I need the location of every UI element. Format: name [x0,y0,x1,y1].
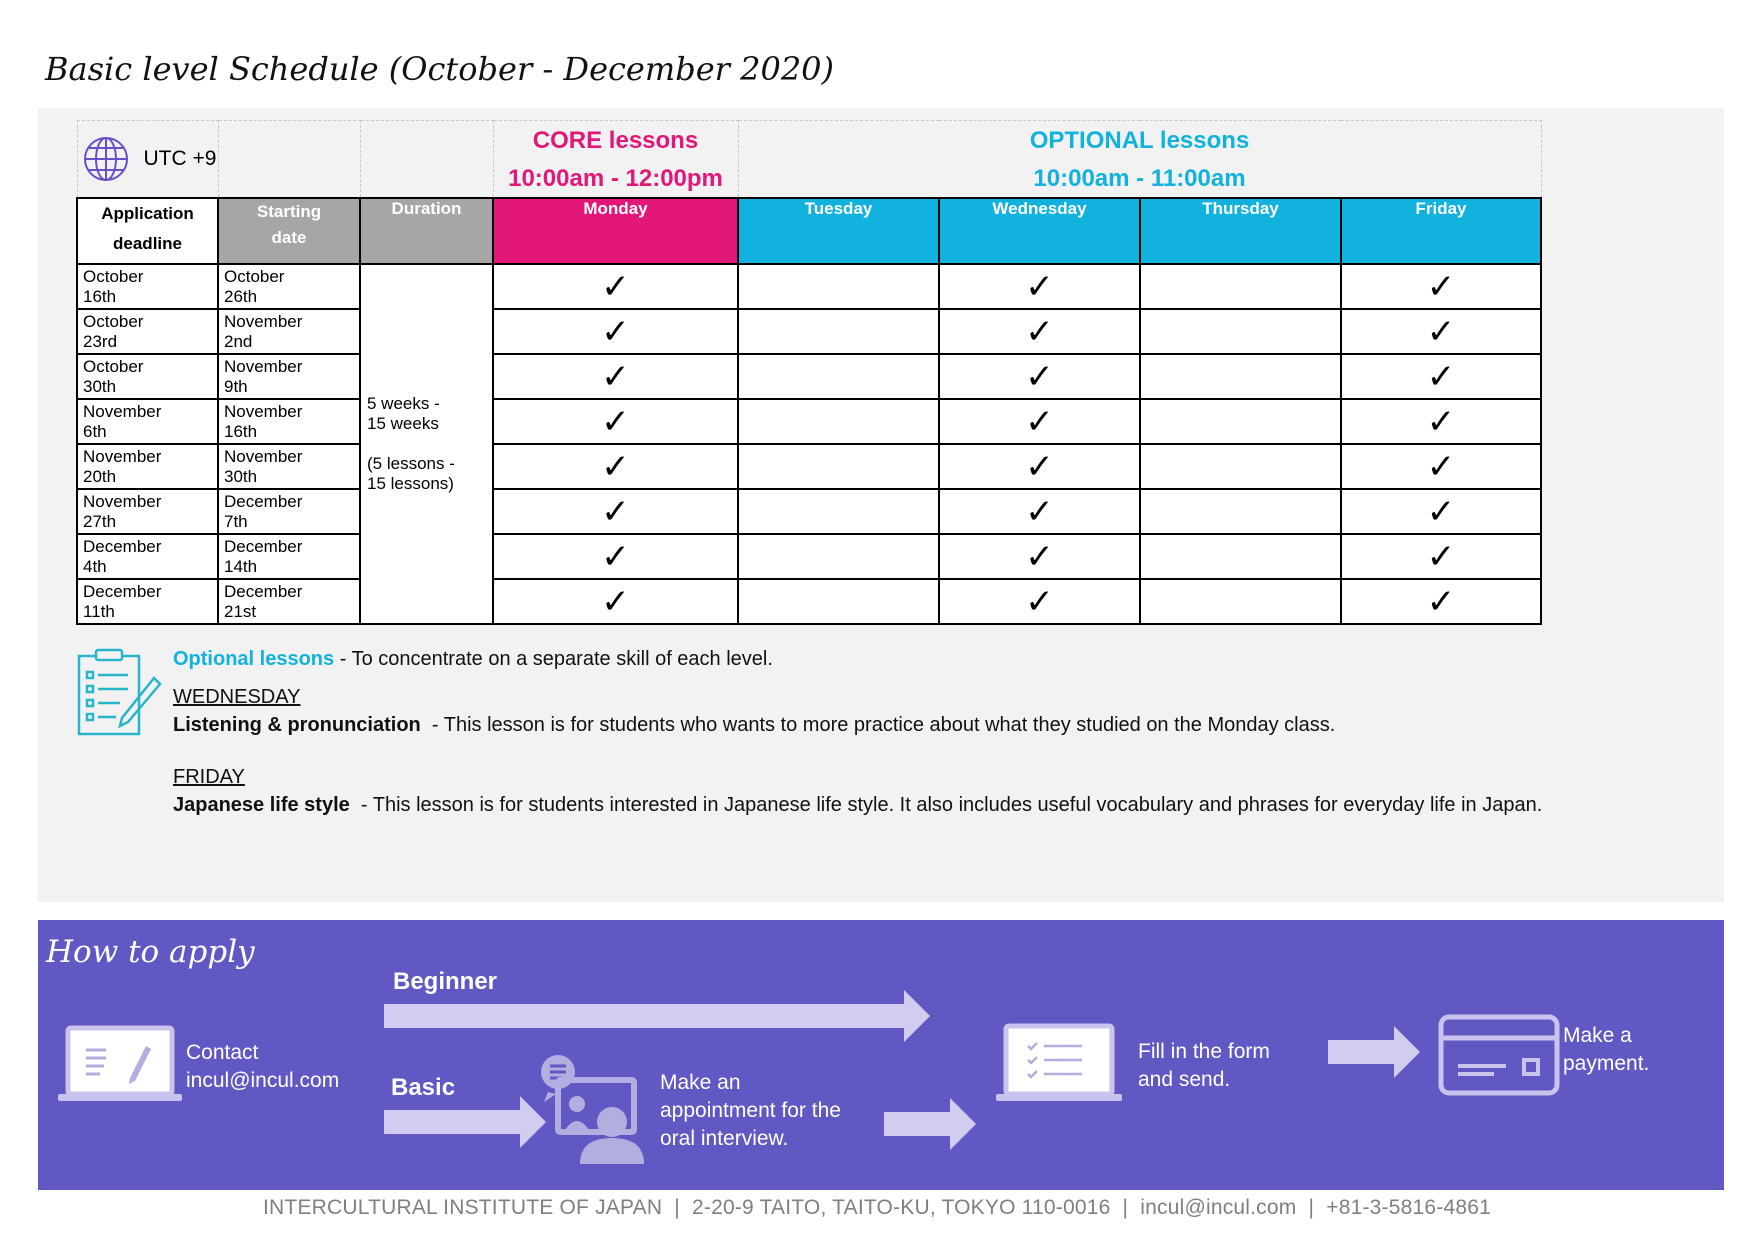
wednesday-check: ✓ [939,309,1140,354]
monday-check: ✓ [493,264,738,309]
deadline-cell: October 16th [77,264,218,309]
thursday-cell [1140,444,1341,489]
payment-line-2: payment. [1563,1052,1650,1075]
wednesday-lesson-desc: - This lesson is for students who wants to more practice about what they studied on the Monday class. [420,714,1336,736]
basic-label: Basic [391,1074,456,1101]
column-tuesday: Tuesday [738,198,939,264]
core-lessons-header [493,121,738,199]
start-cell: November 2nd [218,309,360,354]
contact-label: Contact [186,1041,259,1064]
friday-check: ✓ [1341,534,1541,579]
start-cell: November 30th [218,444,360,489]
friday-lesson-title: Japanese life style [173,794,350,816]
footer-contact: INTERCULTURAL INSTITUTE OF JAPAN | 2-20-9 TAITO, TAITO-KU, TOKYO 110-0016 | incul@incul.com | +81-3-5816-4861 [263,1196,1491,1219]
thursday-cell [1140,579,1341,624]
monday-check: ✓ [493,534,738,579]
thursday-cell [1140,309,1341,354]
how-to-apply-heading: How to apply [46,934,255,970]
wednesday-lesson-title: Listening & pronunciation [173,714,421,736]
tuesday-cell [738,264,939,309]
table-row [77,264,1541,309]
beginner-label: Beginner [393,968,498,995]
core-time: 10:00am - 12:00pm [508,165,723,192]
optional-lessons-label: Optional lessons [173,648,335,670]
interview-line-3: oral interview. [660,1127,789,1150]
column-friday: Friday [1341,198,1541,264]
thursday-cell [1140,489,1341,534]
globe-icon [82,135,130,183]
form-arrow-icon [1328,1026,1420,1078]
table-row [77,534,1541,579]
how-to-apply-banner [38,920,1724,1190]
tuesday-cell [738,579,939,624]
page-title: Basic level Schedule (October - December 2020) [45,50,835,88]
wednesday-check: ✓ [939,579,1140,624]
tuesday-cell [738,444,939,489]
table-row [77,489,1541,534]
wednesday-check: ✓ [939,399,1140,444]
optional-lessons-desc: - To concentrate on a separate skill of each level. [334,648,773,670]
optional-time: 10:00am - 11:00am [1033,165,1246,192]
wednesday-check: ✓ [939,354,1140,399]
column-duration: Duration [360,198,493,264]
friday-check: ✓ [1341,444,1541,489]
tuesday-cell [738,399,939,444]
table-row [77,309,1541,354]
deadline-cell: October 30th [77,354,218,399]
monday-check: ✓ [493,444,738,489]
table-row [77,354,1541,399]
form-line-2: and send. [1138,1068,1231,1091]
friday-lesson-desc: - This lesson is for students interested in Japanese life style. It also includes useful vocabulary and phrases for everyday life in Japan. [349,794,1543,816]
start-cell: November 16th [218,399,360,444]
optional-lessons-header [738,121,1541,199]
basic-arrow-icon [384,1096,546,1148]
monday-check: ✓ [493,354,738,399]
wednesday-check: ✓ [939,534,1140,579]
duration-cell: 5 weeks - 15 weeks (5 lessons - 15 lessons) [360,264,493,624]
start-cell: December 14th [218,534,360,579]
deadline-cell: November 6th [77,399,218,444]
clipboard-icon [76,648,162,738]
thursday-cell [1140,354,1341,399]
optional-title: OPTIONAL lessons [1029,127,1250,154]
deadline-cell: October 23rd [77,309,218,354]
thursday-cell [1140,399,1341,444]
column-monday: Monday [493,198,738,264]
form-line-1: Fill in the form [1138,1040,1270,1063]
thursday-cell [1140,264,1341,309]
timezone-label: UTC +9 [143,147,217,170]
start-cell: November 9th [218,354,360,399]
deadline-cell: December 11th [77,579,218,624]
beginner-arrow-icon [384,990,930,1042]
laptop-document-icon [58,1024,182,1106]
contact-email[interactable]: incul@incul.com [186,1069,340,1092]
tuesday-cell [738,309,939,354]
monday-check: ✓ [493,309,738,354]
schedule-table [76,120,1542,625]
column-wednesday: Wednesday [939,198,1140,264]
friday-check: ✓ [1341,354,1541,399]
friday-heading: FRIDAY [173,766,245,788]
credit-card-icon [1438,1014,1560,1096]
tuesday-cell [738,489,939,534]
deadline-cell: December 4th [77,534,218,579]
interview-line-1: Make an [660,1071,741,1094]
column-application-deadline: Application deadline [77,198,218,264]
thursday-cell [1140,534,1341,579]
core-title: CORE lessons [532,127,699,154]
monday-check: ✓ [493,399,738,444]
tuesday-cell [738,354,939,399]
payment-line-1: Make a [1563,1024,1632,1047]
wednesday-check: ✓ [939,444,1140,489]
table-row [77,399,1541,444]
friday-check: ✓ [1341,309,1541,354]
start-cell: December 21st [218,579,360,624]
monday-check: ✓ [493,489,738,534]
laptop-checklist-icon [996,1022,1122,1106]
wednesday-check: ✓ [939,264,1140,309]
video-interview-icon [540,1052,652,1164]
friday-check: ✓ [1341,264,1541,309]
table-row [77,579,1541,624]
timezone-cell [77,121,218,199]
deadline-cell: November 27th [77,489,218,534]
monday-check: ✓ [493,579,738,624]
start-cell: December 7th [218,489,360,534]
tuesday-cell [738,534,939,579]
wednesday-check: ✓ [939,489,1140,534]
wednesday-heading: WEDNESDAY [173,686,301,708]
friday-check: ✓ [1341,579,1541,624]
table-row [77,444,1541,489]
start-cell: October 26th [218,264,360,309]
deadline-cell: November 20th [77,444,218,489]
friday-check: ✓ [1341,399,1541,444]
column-thursday: Thursday [1140,198,1341,264]
friday-check: ✓ [1341,489,1541,534]
interview-arrow-icon [884,1098,976,1150]
interview-line-2: appointment for the [660,1099,841,1122]
column-starting-date: Starting date [218,198,360,264]
